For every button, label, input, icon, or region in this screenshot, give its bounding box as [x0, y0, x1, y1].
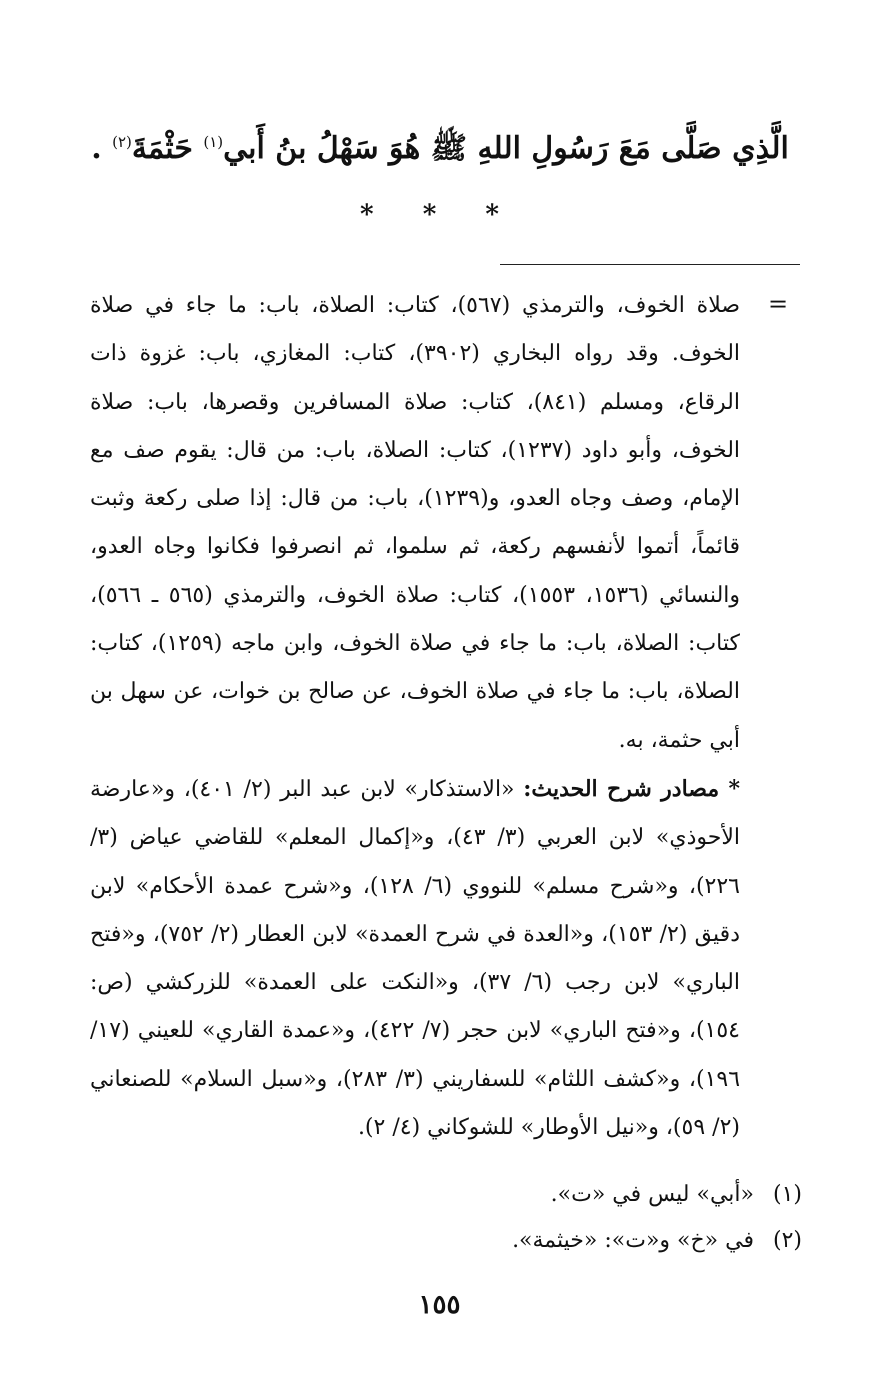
- page-number: ١٥٥: [418, 1290, 461, 1320]
- footnote-number: (١): [772, 1182, 802, 1207]
- footnote-text: في «خ» و«ت»: «خيثمة».: [512, 1228, 754, 1253]
- footnote-text: «أبي» ليس في «ت».: [550, 1182, 754, 1207]
- footnote-divider: [500, 264, 800, 265]
- footnote-number: (٢): [772, 1228, 802, 1253]
- takhrij-paragraph: صلاة الخوف، والترمذي (٥٦٧)، كتاب: الصلاة، باب: ما جاء في صلاة الخوف. وقد رواه البخاري (٣٩٠٢)، كتاب: المغازي، باب: غزوة ذات الرقاع، ومسلم (٨٤١)، كتاب: صلاة المسافرين وقصرها، باب: صلاة الخوف، وأبو داود (١٢٣٧)، كتاب: الصلاة، باب: من قال: يقوم صف مع الإمام، وصف وجاه العدو، و(١٢٣٩)، باب: من قال: إذا صلى ركعة وثبت قائماً، أتموا لأنفسهم ركعة، ثم سلموا، ثم انصرفوا فكانوا وجاه العدو، والنسائي (١٥٣٦، ١٥٥٣)، كتاب: صلاة الخوف، والترمذي (٥٦٥ ـ ٥٦٦)، كتاب: الصلاة، باب: ما جاء في صلاة الخوف، وابن ماجه (١٢٥٩)، كتاب: الصلاة، باب: ما جاء في صلاة الخوف، عن صالح بن خوات، عن سهل بن أبي حثمة، به.: [90, 293, 741, 753]
- footnote-ref-1: (١): [203, 133, 224, 151]
- continuation-mark: =: [768, 290, 789, 318]
- sources-text: «الاستذكار» لابن عبد البر (٢/ ٤٠١)، و«عارضة الأحوذي» لابن العربي (٣/ ٤٣)، و«إكمال المعلم» للقاضي عياض (٣/ ٢٢٦)، و«شرح مسلم» للنووي (٦/ ١٢٨)، و«شرح عمدة الأحكام» لابن دقيق (٢/ ١٥٣)، و«العدة في شرح العمدة» لابن العطار (٢/ ٧٥٢)، و«فتح الباري» لابن رجب (٦/ ٣٧)، و«النكت على العمدة» للزركشي (ص: ١٥٤)، و«فتح الباري» لابن حجر (٧/ ٤٢٢)، و«عمدة القاري» للعيني (١٧/ ١٩٦)، و«كشف اللثام» للسفاريني (٣/ ٢٨٣)، و«سبل السلام» للصنعاني (٢/ ٥٩)، و«نيل الأوطار» للشوكاني (٤/ ٢).: [90, 776, 741, 1141]
- hadith-text-main: الَّذِي صَلَّى مَعَ رَسُولِ اللهِ ﷺ هُوَ سَهْلُ بنُ أَبي: [223, 131, 789, 166]
- footnote-1: [90, 1172, 802, 1218]
- sources-label: * مصادر شرح الحديث:: [523, 775, 741, 802]
- section-separator: * * *: [360, 200, 519, 230]
- sources-paragraph: [90, 765, 740, 1152]
- footnote-2: [90, 1218, 802, 1264]
- notes-block: [90, 282, 740, 1152]
- hadith-text-name: حَثْمَةَ: [131, 131, 204, 166]
- footnotes: [90, 1172, 802, 1264]
- hadith-text: [60, 118, 820, 173]
- footnote-ref-2: (٢): [112, 133, 132, 151]
- hadith-text-end: .: [91, 131, 113, 166]
